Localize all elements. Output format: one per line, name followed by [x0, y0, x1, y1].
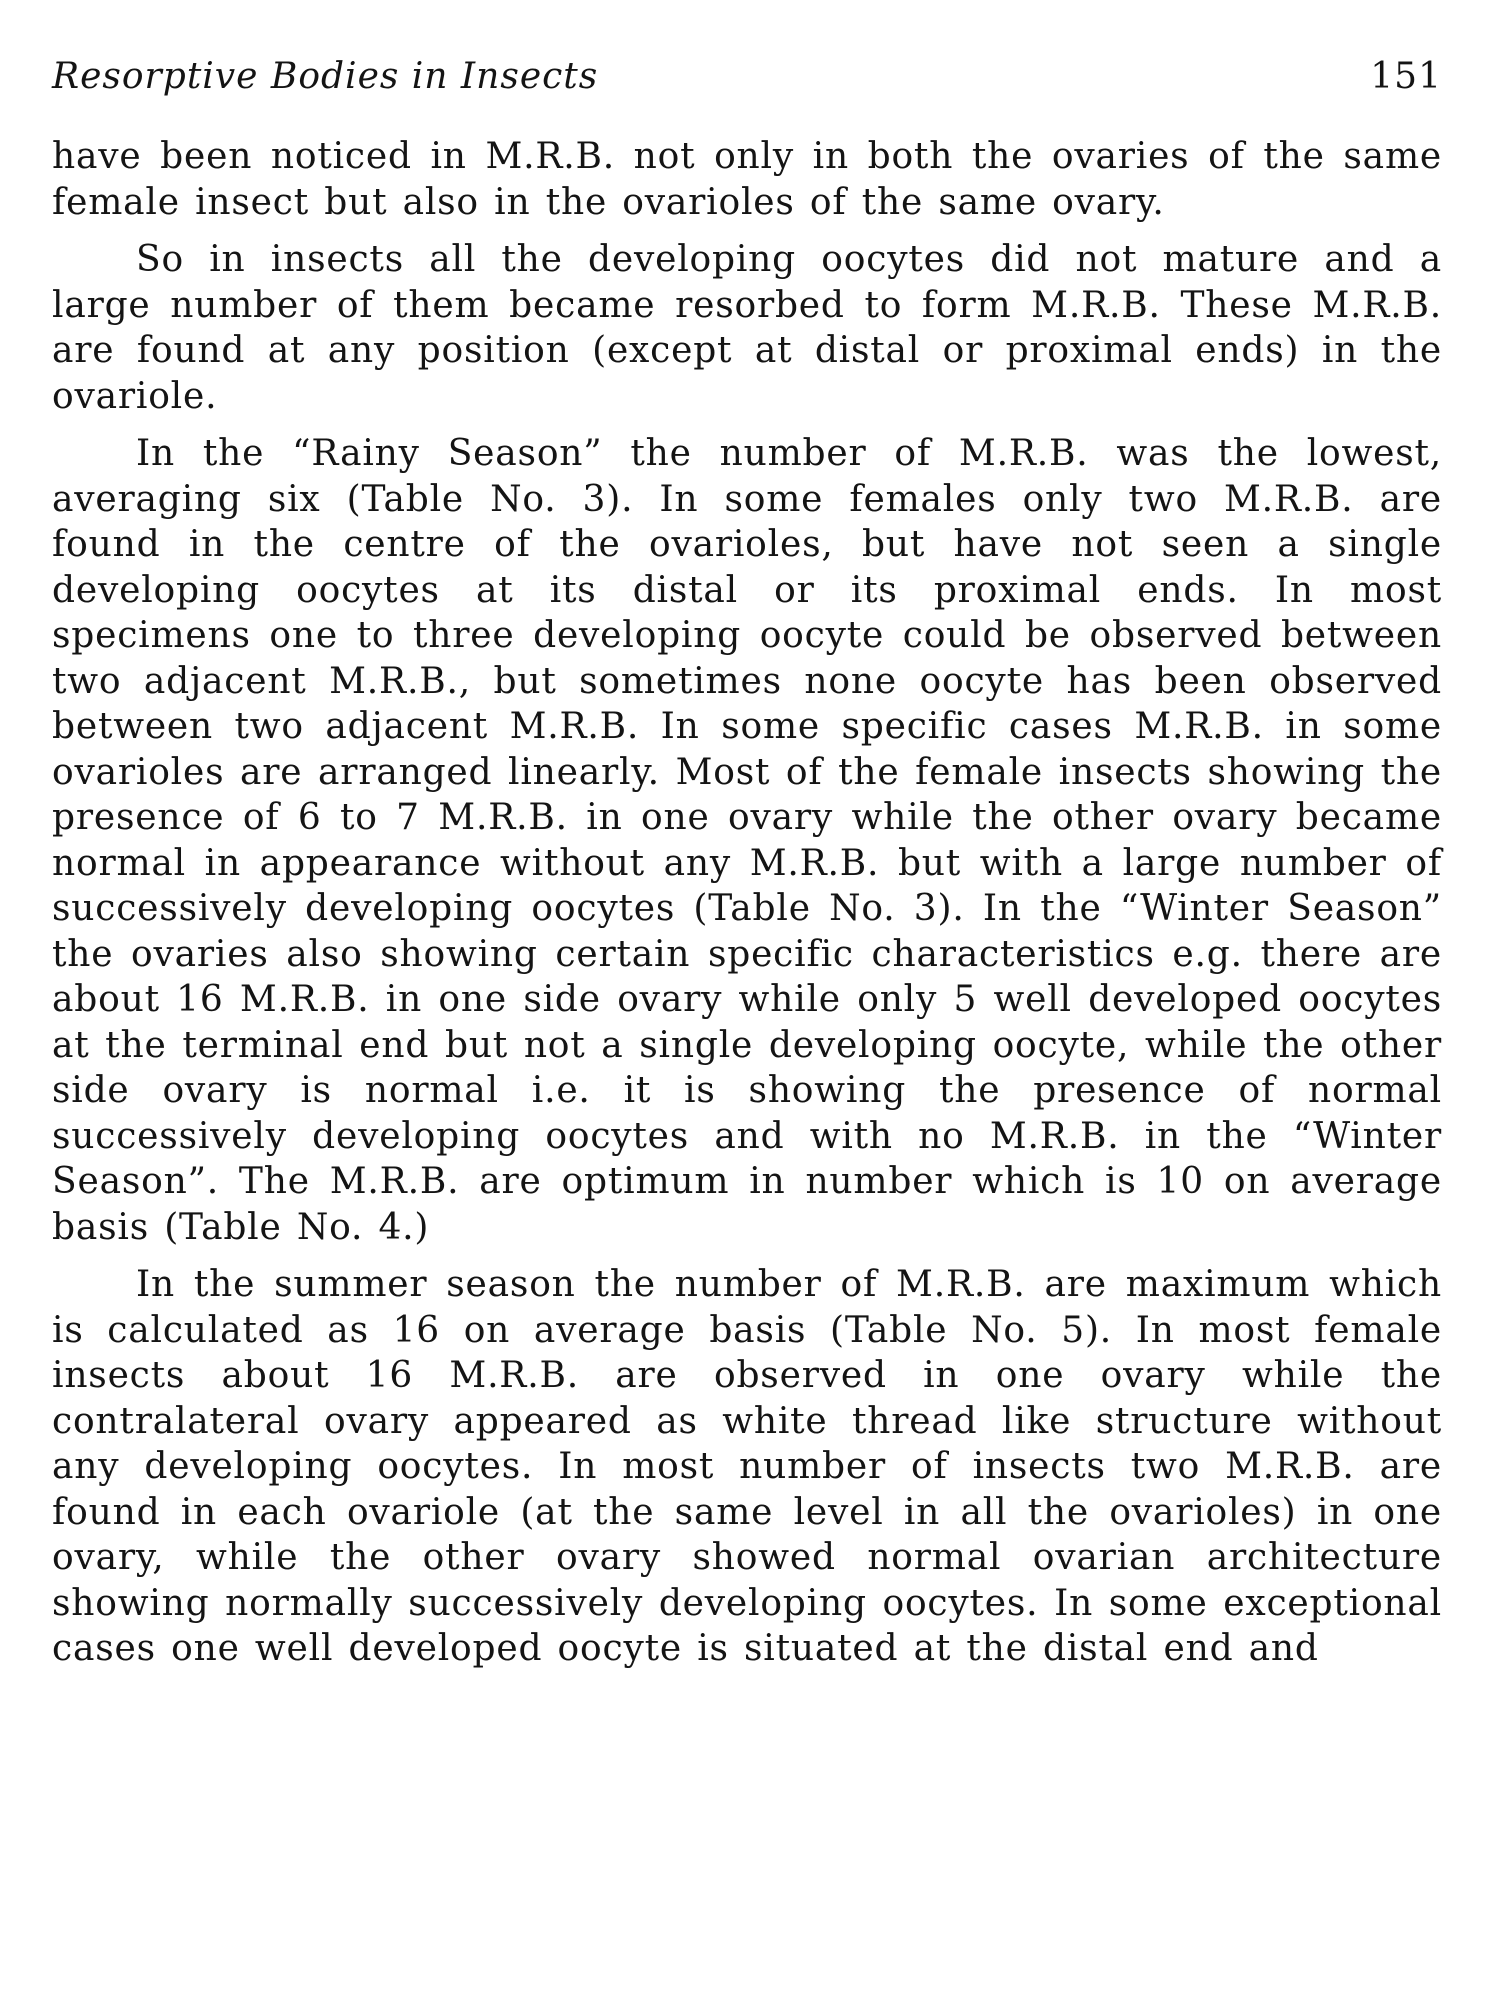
running-head [52, 56, 1442, 112]
paragraph-continuation: have been noticed in M.R.B. not only in both the ovaries of the same female insect but also in the ovarioles of the same ovary. [52, 136, 1442, 223]
book-page [52, 56, 1442, 1684]
running-title: Resorptive Bodies in Insects [52, 56, 599, 97]
paragraph-resorption: So in insects all the developing oocytes did not mature and a large number of them became resorbed to form M.R.B. These M.R.B. are found at any position (except at distal or proximal ends) in the ovariole. [52, 239, 1442, 417]
text-body [52, 134, 1442, 1672]
paragraph-summer-season: In the summer season the number of M.R.B. are maximum which is calculated as 16 on average basis (Table No. 5). In most female insects about 16 M.R.B. are observed in one ovary while the contralateral ovary appeared as white thread like structure without any developing oocytes. In most number of insects two M.R.B. are found in each ovariole (at the same level in all the ovarioles) in one ovary, while the other ovary showed normal ovarian architecture showing normally successively developing oocytes. In some exceptional cases one well developed oocyte is situated at the distal end and [52, 1264, 1442, 1669]
paragraph-rainy-winter-season: In the “Rainy Season” the number of M.R.B. was the lowest, averaging six (Table No. 3). In some females only two M.R.B. are found in the centre of the ovarioles, but have not seen a single developing oocytes at its distal or its proximal ends. In most specimens one to three developing oocyte could be observed between two adjacent M.R.B., but sometimes none oocyte has been observed between two adjacent M.R.B. In some specific cases M.R.B. in some ovarioles are arranged linearly. Most of the female insects showing the presence of 6 to 7 M.R.B. in one ovary while the other ovary became normal in appearance without any M.R.B. but with a large number of successively developing oocytes (Table No. 3). In the “Winter Season” the ovaries also showing certain specific characteristics e.g. there are about 16 M.R.B. in one side ovary while only 5 well developed oocytes at the terminal end but not a single developing oocyte, while the other side ovary is normal i.e. it is showing the presence of normal successively developing oocytes and with no M.R.B. in the “Winter Season”. The M.R.B. are optimum in number which is 10 on average basis (Table No. 4.) [52, 433, 1442, 1248]
page-number: 151 [1370, 56, 1442, 97]
